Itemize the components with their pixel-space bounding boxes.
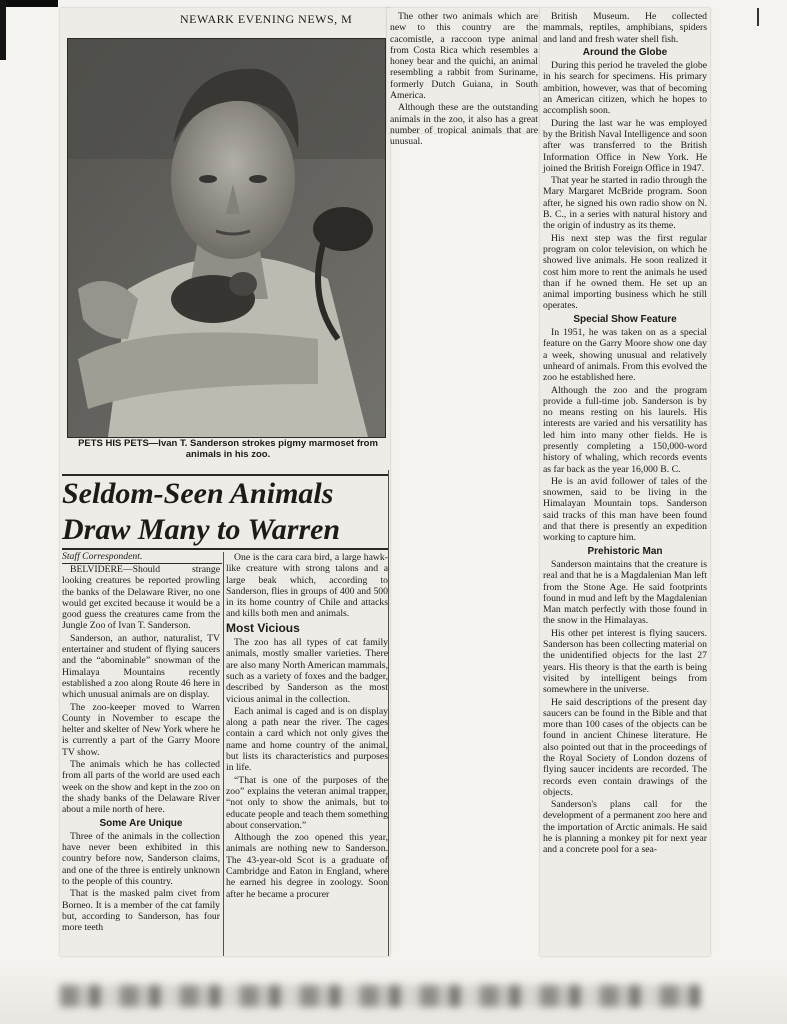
headline-line-2: Draw Many to Warren (62, 513, 341, 546)
scan-mark (757, 8, 759, 26)
paragraph: That is the masked palm civet from Borneo. It is a member of the cat family but, according to Sanderson, has four more teeth (62, 888, 220, 934)
article-column-continued (390, 11, 538, 148)
headline-line-1: Seldom-Seen Animals (62, 477, 334, 510)
scan-blur (60, 985, 700, 1007)
paragraph: “That is one of the purposes of the zoo” explains the veteran animal trapper, “not only to show the animals, but to educate people and teach them something about conservation.” (226, 774, 388, 831)
article-column-3 (543, 11, 707, 956)
subheading: Around the Globe (582, 46, 668, 58)
paragraph: Three of the animals in the collection have never been exhibited in this country before now, Sanderson claims, and one of the three is entirely unknown to the people of this country. (62, 830, 220, 888)
paragraph: Each animal is caged and is on display along a path near the river. The cages contain a card which not only gives the name and home country of the animal, but lists its characteristics and purposes in life. (226, 705, 388, 774)
paragraph: He is an avid follower of tales of the snowmen, said to be living in the Himalayan Mountain tops. Sanderson said tracks of this man have been found and that there is presently an expedition working to capture him. (543, 475, 707, 544)
column-rule (388, 470, 389, 956)
subheading: Special Show Feature (573, 313, 677, 325)
paragraph: Although the zoo opened this year, animals are nothing new to Sanderson. The 43-year-old Scot is a graduate of Cambridge and Eaton in England, where he earned his degree in zoology. Soon after he became a procurer (226, 832, 388, 900)
paragraph: Although the zoo and the program provide a full-time job. Sanderson is by no means resting on his laurels. His interests are varied and his versatility has led him into many other fields. He is presently completing a 150,000-word history of whaling, which records events as far back as the year 16,000 B. C. (543, 384, 707, 475)
photo-caption: PETS HIS PETS—Ivan T. Sanderson strokes pigmy marmoset from animals in his zoo. (78, 438, 378, 460)
paragraph: During the last war he was employed by the British Naval Intelligence and soon after was transferred to the British Information Office in New York. He joined the British Foreign Office in 1947. (543, 117, 707, 174)
article-column-2 (226, 552, 388, 956)
paragraph: Sanderson, an author, naturalist, TV entertainer and student of flying saucers and the “abominable” snowman of the Himalaya Mountains recently established a zoo along Route 46 here in which unusual animals are on display. (62, 632, 220, 701)
byline: Staff Correspondent. (62, 551, 222, 564)
column-rule (223, 552, 224, 956)
paragraph: That year he started in radio through the Mary Margaret McBride program. Soon after, he signed his own radio show on N. B. C., in a series with natural history and the origin of industry as its theme. (543, 175, 707, 232)
subheading: Prehistoric Man (587, 545, 663, 557)
paragraph: Sanderson's plans call for the development of a permanent zoo here and the importation of Arctic animals. He said he is planning a monkey pit for next year and a concrete pool for a sea- (543, 799, 707, 856)
scanner-border-left (0, 0, 6, 60)
headline (62, 474, 388, 550)
paragraph: His next step was the first regular program on color television, on which he showed live animals. He soon realized it cost him more to rent the animals he used than if he owned them. He set up an animal importing business which he still operates. (543, 232, 707, 312)
paragraph: During this period he traveled the globe in his search for specimens. His primary ambition, however, was that of becoming an American citizen, which he hopes to accomplish soon. (543, 60, 707, 117)
paragraph: His other pet interest is flying saucers. Sanderson has been collecting material on the unidentified objects for the last 27 years. His theory is that the earth is being visited by intelligent beings from somewhere in the universe. (543, 627, 707, 696)
paragraph: In 1951, he was taken on as a special feature on the Garry Moore show one day a week, showing unusual and relatively unheard of animals. From this evolved the zoo he established here. (543, 327, 707, 384)
paragraph: He said descriptions of the present day saucers can be found in the Bible and that more than 100 cases of the objects can be found in ancient Chinese literature. He also pointed out that in the proceedings of the Royal Society of London dozens of flying saucer incidents are recorded. The records even contain drawings of the objects. (543, 696, 707, 798)
paragraph: Sanderson maintains that the creature is real and that he is a Magdalenian Man left from the Stone Age. He said footprints found in mud and left by the Magdalenian Man match perfectly with those found in the snow in the Himalayas. (543, 558, 707, 627)
article-column-1 (62, 564, 220, 956)
paragraph: The other two animals which are new to this country are the cacomistle, a raccoon type animal from Costa Rica which resembles a honey bear and the quichi, an animal resembling a rabbit from Suriname, formerly Dutch Guiana, in South America. (390, 11, 538, 102)
paragraph: The zoo-keeper moved to Warren County in November to escape the helter and skelter of New York where he is currently a part of the Garry Moore TV show. (62, 701, 220, 758)
paragraph: The zoo has all types of cat family animals, mostly smaller varieties. There are also many North American mammals, such as a variety of foxes and the badger, described by Sanderson as the most vicious animal in the collection. (226, 637, 388, 705)
photo-image (68, 39, 385, 437)
masthead: NEWARK EVENING NEWS, M (180, 12, 353, 26)
paragraph: BELVIDERE—Should strange looking creatures be reported prowling the banks of the Delaware River, no one would get excited because it would be a good guess the creatures came from the Jungle Zoo of Ivan T. Sanderson. (62, 564, 220, 632)
subheading: Most Vicious (226, 620, 300, 635)
paragraph: Although these are the outstanding animals in the zoo, it also has a great number of tropical animals that are unusual. (390, 102, 538, 148)
subheading: Some Are Unique (99, 817, 183, 829)
paragraph: One is the cara cara bird, a large hawk-like creature with strong talons and a large beak which, according to Sanderson, flies in groups of 400 and 500 in its home country of Chile and attacks and kills both men and animals. (226, 552, 388, 620)
paragraph: The animals which he has collected from all parts of the world are used each week on the show and kept in the zoo on the shady banks of the Delaware River about a mile north of here. (62, 759, 220, 816)
news-photo (67, 38, 386, 438)
scanner-border (0, 0, 58, 7)
paragraph: British Museum. He collected mammals, reptiles, amphibians, spiders and land and fresh water shell fish. (543, 11, 707, 45)
